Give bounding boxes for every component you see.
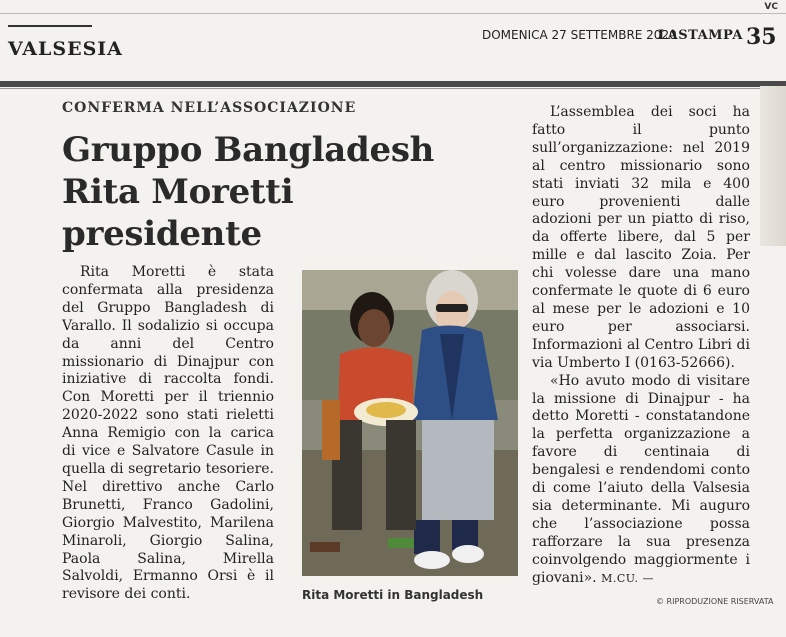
headline-line-1: Gruppo Bangladesh: [62, 130, 435, 170]
page-number: 35: [746, 24, 777, 50]
article-headline: [62, 130, 502, 255]
article-kicker: CONFERMA NELL’ASSOCIAZIONE: [62, 100, 357, 116]
article-column-1: [62, 264, 274, 604]
article-column-3: [532, 104, 750, 587]
header-thick-rule: [0, 81, 786, 87]
rights-notice: © RIPRODUZIONE RISERVATA: [656, 597, 774, 606]
newspaper-logo: LASTAMPA: [658, 28, 743, 43]
section-name: VALSESIA: [8, 38, 123, 60]
column-1-paragraph: Rita Moretti è stata confermata alla presidenza del Gruppo Bangladesh di Varallo. Il sodalizio si occupa da anni del Centro missionario di Dinajpur con iniziative di raccolta fondi. Con Moretti per il triennio 2020-2022 sono stati rieletti Anna Remigio con la carica di vice e Salvatore Casule in quella di segretario tesoriere. Nel direttivo anche Carlo Brunetti, Franco Gadolini, Giorgio Malvestito, Marilena Minaroli, Giorgio Salina, Paola Salina, Mirella Salvoldi, Ermanno Orsi è il revisore dei conti.: [62, 264, 274, 603]
photo-illustration: [302, 270, 518, 576]
author-signature: M.CU. —: [601, 571, 655, 585]
column-3-paragraph-1: L’assemblea dei soci ha fatto il punto sull’organizzazione: nel 2019 al centro missionario sono stati inviati 32 mila e 400 euro provenienti dalle adozioni per un piatto di riso, da offerte libere, dal 5 per mille e dal lascito Zoia. Per chi volesse dare una mano confermate le quote di 6 euro al mese per le adozioni e 10 euro per associarsi. Informazioni al Centro Libri di via Umberto I (0163-52666).: [532, 104, 750, 371]
photo-caption: Rita Moretti in Bangladesh: [302, 588, 484, 602]
section-rule: [8, 25, 92, 27]
column-3-paragraph-2: [532, 373, 750, 588]
header-top-rule: [0, 13, 786, 14]
quote-text: «Ho avuto modo di visitare la missione di Dinajpur - ha detto Moretti - constatandone la perfetta organizzazione a favore di centinaia di bengalesi e rendendomi conto di come l’aiuto della Valsesia sia determinante. Mi auguro che l’associazione possa rafforzare la sua presenza coinvolgendo maggiormente i giovani».: [532, 372, 750, 586]
page-corner-code: VC: [764, 2, 778, 12]
issue-date: DOMENICA 27 SETTEMBRE 2020: [482, 28, 677, 42]
adjacent-page-edge: [760, 86, 786, 246]
header-thin-rule: [0, 88, 786, 89]
headline-line-2: Rita Moretti presidente: [62, 171, 294, 254]
article-photo: [302, 270, 518, 576]
